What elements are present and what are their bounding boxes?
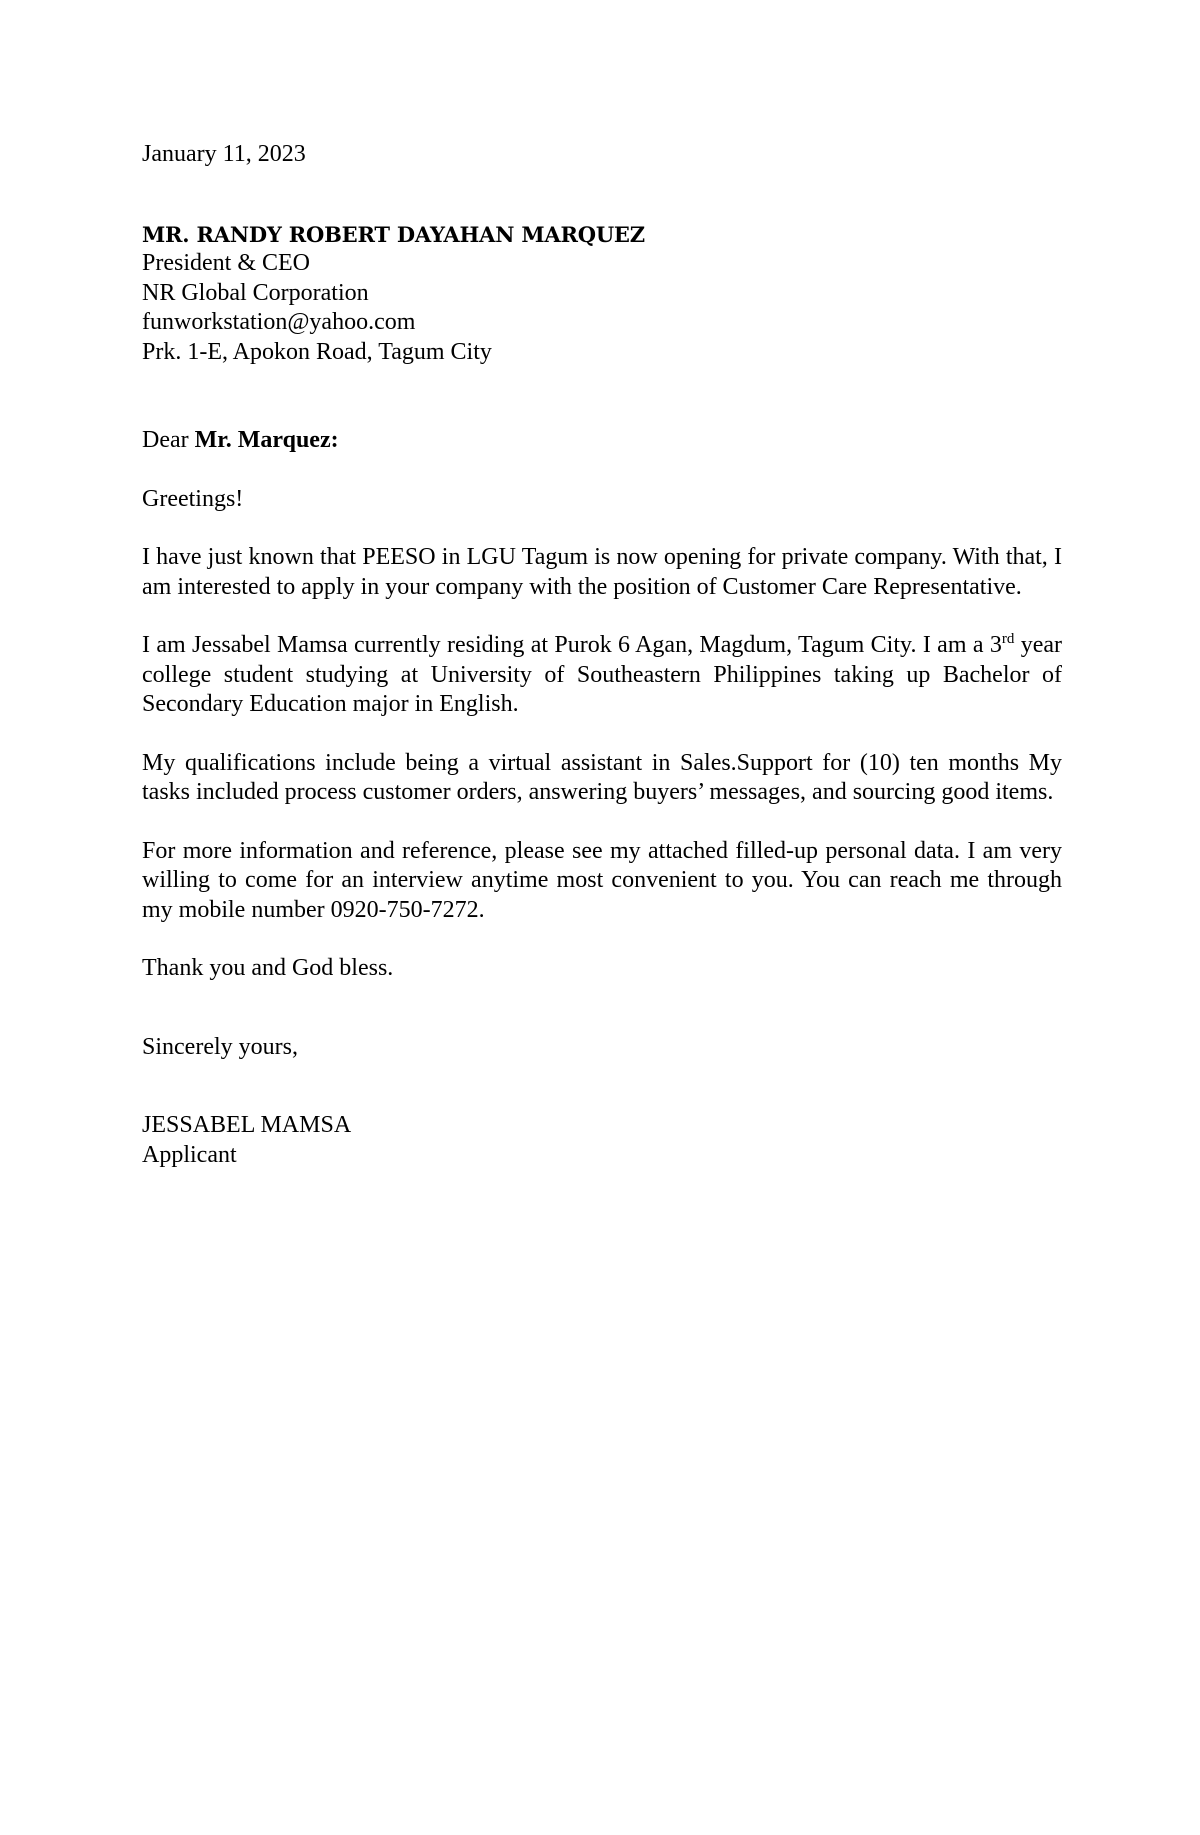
signatory-role: Applicant bbox=[142, 1141, 237, 1168]
recipient-name: MR. RANDY ROBERT DAYAHAN MARQUEZ bbox=[142, 221, 645, 247]
recipient-title: President & CEO bbox=[142, 250, 310, 276]
closing-line: Thank you and God bless. bbox=[142, 955, 394, 981]
paragraph-background-text-1: I am Jessabel Mamsa currently residing at Purok 6 Agan, Magdum, Tagum City. I am a 3 bbox=[142, 632, 1002, 658]
paragraph-background-text-2: year college student studying at University of Southeastern Philippines taking up Bachelor of Secondary Education major in English. bbox=[142, 632, 1063, 717]
paragraph-background bbox=[142, 631, 1062, 720]
signature-block bbox=[142, 1111, 1062, 1170]
paragraph-qualifications: My qualifications include being a virtual assistant in Sales.Support for (10) ten months My tasks included process customer orders, answering buyers’ messages, and sourcing good items. bbox=[142, 749, 1062, 805]
recipient-email: funworkstation@yahoo.com bbox=[142, 309, 416, 335]
salutation-name: Mr. Marquez: bbox=[194, 427, 339, 453]
signatory-name: JESSABEL MAMSA bbox=[142, 1112, 352, 1138]
salutation bbox=[142, 426, 1062, 456]
recipient-address: Prk. 1-E, Apokon Road, Tagum City bbox=[142, 338, 492, 365]
recipient-company: NR Global Corporation bbox=[142, 279, 369, 306]
valediction: Sincerely yours, bbox=[142, 1033, 298, 1060]
paragraph-intent: I have just known that PEESO in LGU Tagum is now opening for private company. With that, I am interested to apply in your company with the position of Customer Care Representative. bbox=[142, 544, 1062, 600]
cover-letter bbox=[142, 140, 1062, 1170]
salutation-prefix: Dear bbox=[142, 427, 195, 453]
greeting: Greetings! bbox=[142, 485, 244, 512]
paragraph-contact: For more information and reference, please see my attached filled-up personal data. I am very willing to come for an interview anytime most convenient to you. You can reach me through my mobile number 0920-750-7272. bbox=[142, 837, 1062, 923]
recipient-address-block bbox=[142, 220, 1062, 368]
letter-date: January 11, 2023 bbox=[142, 141, 306, 167]
ordinal-suffix: rd bbox=[1001, 631, 1015, 647]
